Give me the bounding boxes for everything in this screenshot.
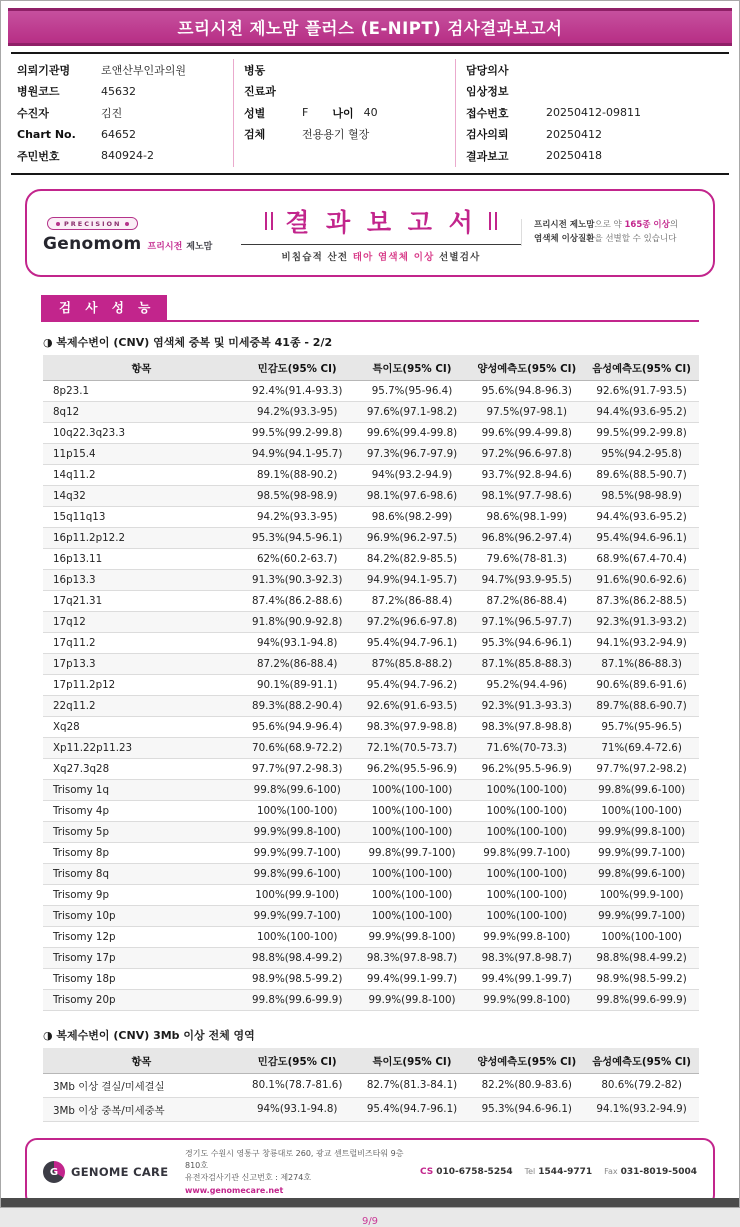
field-label: 성별 bbox=[244, 106, 266, 120]
value-cell: 95.4%(94.7-96.1) bbox=[355, 1097, 470, 1121]
field-value: 40 bbox=[363, 106, 378, 120]
genomecare-logo bbox=[43, 1161, 171, 1183]
item-cell: Trisomy 9p bbox=[43, 884, 240, 905]
result-report-title: 결 과 보 고 서 bbox=[285, 207, 477, 237]
info-row bbox=[466, 81, 729, 103]
value-cell: 92.3%(91.3-93.2) bbox=[584, 611, 699, 632]
field-value: 로앤산부인과의원 bbox=[101, 63, 187, 77]
table-row bbox=[43, 884, 699, 905]
field-label: 의뢰기관명 bbox=[17, 63, 71, 77]
value-cell: 100%(100-100) bbox=[355, 779, 470, 800]
value-cell: 99.9%(99.8-100) bbox=[584, 821, 699, 842]
mb-table-header-row bbox=[43, 1048, 699, 1074]
value-cell: 100%(100-100) bbox=[584, 800, 699, 821]
value-cell: 87.1%(86-88.3) bbox=[584, 653, 699, 674]
value-cell: 90.1%(89-91.1) bbox=[240, 674, 355, 695]
item-cell: 3Mb 이상 중복/미세중복 bbox=[43, 1097, 240, 1121]
table-row bbox=[43, 674, 699, 695]
column-header: 민감도(95% CI) bbox=[240, 1048, 355, 1074]
brand-kr-genomom: 제노맘 bbox=[186, 242, 213, 253]
value-cell: 99.9%(99.8-100) bbox=[469, 926, 584, 947]
table-row bbox=[43, 863, 699, 884]
value-cell: 99.9%(99.8-100) bbox=[355, 989, 470, 1010]
table-row bbox=[43, 716, 699, 737]
info-row bbox=[244, 102, 455, 124]
item-cell: Trisomy 8q bbox=[43, 863, 240, 884]
brand-name: Genomom bbox=[43, 234, 142, 255]
value-cell: 96.2%(95.5-96.9) bbox=[355, 758, 470, 779]
item-cell: 16p11.2p12.2 bbox=[43, 527, 240, 548]
item-cell: 17q11.2 bbox=[43, 632, 240, 653]
section-header bbox=[41, 295, 699, 322]
column-header: 항목 bbox=[43, 1048, 240, 1074]
table-row bbox=[43, 422, 699, 443]
value-cell: 82.2%(80.9-83.6) bbox=[469, 1073, 584, 1097]
value-cell: 68.9%(67.4-70.4) bbox=[584, 548, 699, 569]
value-cell: 79.6%(78-81.3) bbox=[469, 548, 584, 569]
info-row bbox=[244, 59, 455, 81]
item-cell: 8q12 bbox=[43, 401, 240, 422]
value-cell: 98.1%(97.6-98.6) bbox=[355, 485, 470, 506]
value-cell: 100%(100-100) bbox=[355, 863, 470, 884]
value-cell: 95.6%(94.9-96.4) bbox=[240, 716, 355, 737]
column-header: 음성예측도(95% CI) bbox=[584, 1048, 699, 1074]
item-cell: 17q21.31 bbox=[43, 590, 240, 611]
value-cell: 91.8%(90.9-92.8) bbox=[240, 611, 355, 632]
value-cell: 98.8%(98.4-99.2) bbox=[584, 947, 699, 968]
mb-table-body bbox=[43, 1073, 699, 1121]
footer-license: 유전자검사기관 신고번호 : 제274호 bbox=[185, 1173, 312, 1183]
item-cell: Trisomy 5p bbox=[43, 821, 240, 842]
value-cell: 98.8%(98.4-99.2) bbox=[240, 947, 355, 968]
item-cell: 17p13.3 bbox=[43, 653, 240, 674]
value-cell: 95.3%(94.6-96.1) bbox=[469, 1097, 584, 1121]
value-cell: 80.1%(78.7-81.6) bbox=[240, 1073, 355, 1097]
info-row bbox=[466, 124, 729, 146]
value-cell: 99.8%(99.7-100) bbox=[355, 842, 470, 863]
value-cell: 92.6%(91.7-93.5) bbox=[584, 380, 699, 401]
value-cell: 94.9%(94.1-95.7) bbox=[240, 443, 355, 464]
value-cell: 62%(60.2-63.7) bbox=[240, 548, 355, 569]
page-number: 9/9 bbox=[361, 1216, 379, 1227]
value-cell: 99.8%(99.7-100) bbox=[469, 842, 584, 863]
table-row bbox=[43, 989, 699, 1010]
footer-website-link[interactable]: www.genomecare.net bbox=[185, 1185, 284, 1195]
value-cell: 87.2%(86-88.4) bbox=[469, 590, 584, 611]
column-header: 특이도(95% CI) bbox=[355, 355, 470, 381]
column-header: 민감도(95% CI) bbox=[240, 355, 355, 381]
value-cell: 100%(100-100) bbox=[469, 905, 584, 926]
cnv-table-body bbox=[43, 380, 699, 1010]
footer-fax: Fax 031-8019-5004 bbox=[604, 1167, 697, 1178]
info-row bbox=[17, 124, 233, 146]
value-cell: 87.2%(86-88.4) bbox=[240, 653, 355, 674]
cnv-table bbox=[43, 355, 699, 1011]
item-cell: 17q12 bbox=[43, 611, 240, 632]
value-cell: 98.3%(97.8-98.7) bbox=[355, 947, 470, 968]
value-cell: 99.9%(99.7-100) bbox=[240, 842, 355, 863]
item-cell: 17p11.2p12 bbox=[43, 674, 240, 695]
value-cell: 95.4%(94.6-96.1) bbox=[584, 527, 699, 548]
value-cell: 87.3%(86.2-88.5) bbox=[584, 590, 699, 611]
value-cell: 96.2%(95.5-96.9) bbox=[469, 758, 584, 779]
value-cell: 94.4%(93.6-95.2) bbox=[584, 401, 699, 422]
table-row bbox=[43, 842, 699, 863]
table-row bbox=[43, 632, 699, 653]
value-cell: 91.3%(90.3-92.3) bbox=[240, 569, 355, 590]
table-row bbox=[43, 590, 699, 611]
info-row bbox=[17, 102, 233, 124]
value-cell: 97.2%(96.6-97.8) bbox=[469, 443, 584, 464]
table-row bbox=[43, 779, 699, 800]
value-cell: 97.6%(97.1-98.2) bbox=[355, 401, 470, 422]
table-row bbox=[43, 506, 699, 527]
table-row bbox=[43, 926, 699, 947]
column-header: 항목 bbox=[43, 355, 240, 381]
table-row bbox=[43, 485, 699, 506]
table-row bbox=[43, 653, 699, 674]
precision-badge-label: PRECISION bbox=[64, 219, 122, 228]
table-row bbox=[43, 443, 699, 464]
value-cell: 94.1%(93.2-94.9) bbox=[584, 632, 699, 653]
table-row bbox=[43, 548, 699, 569]
value-cell: 94%(93.1-94.8) bbox=[240, 1097, 355, 1121]
field-label: 주민번호 bbox=[17, 149, 60, 163]
report-title: 프리시전 제노맘 플러스 (E-NIPT) 검사결과보고서 bbox=[177, 19, 563, 38]
footer-cs: CS 010-6758-5254 bbox=[419, 1167, 513, 1178]
item-cell: Xp11.22p11.23 bbox=[43, 737, 240, 758]
column-header: 음성예측도(95% CI) bbox=[584, 355, 699, 381]
value-cell: 100%(100-100) bbox=[469, 800, 584, 821]
value-cell: 90.6%(89.6-91.6) bbox=[584, 674, 699, 695]
title-underline bbox=[241, 244, 521, 245]
item-cell: 22q11.2 bbox=[43, 695, 240, 716]
footer-address-block bbox=[185, 1148, 406, 1198]
value-cell: 98.6%(98.1-99) bbox=[469, 506, 584, 527]
column-header: 특이도(95% CI) bbox=[355, 1048, 470, 1074]
item-cell: Trisomy 8p bbox=[43, 842, 240, 863]
value-cell: 97.7%(97.2-98.2) bbox=[584, 758, 699, 779]
value-cell: 100%(100-100) bbox=[469, 779, 584, 800]
table-row bbox=[43, 905, 699, 926]
item-cell: 16p13.11 bbox=[43, 548, 240, 569]
value-cell: 99.8%(99.6-99.9) bbox=[584, 989, 699, 1010]
table-row bbox=[43, 527, 699, 548]
field-label: 나이 bbox=[332, 106, 354, 120]
value-cell: 84.2%(82.9-85.5) bbox=[355, 548, 470, 569]
cnv-table-caption: ◑ 복제수변이 (CNV) 염색체 중복 및 미세중복 41종 - 2/2 bbox=[43, 335, 333, 349]
patient-info-section bbox=[11, 52, 729, 175]
value-cell: 71.6%(70-73.3) bbox=[469, 737, 584, 758]
field-value: 전용용기 혈장 bbox=[302, 128, 370, 142]
value-cell: 97.3%(96.7-97.9) bbox=[355, 443, 470, 464]
table-row bbox=[43, 401, 699, 422]
item-cell: 16p13.3 bbox=[43, 569, 240, 590]
value-cell: 89.3%(88.2-90.4) bbox=[240, 695, 355, 716]
table-row bbox=[43, 737, 699, 758]
table-row bbox=[43, 464, 699, 485]
value-cell: 95.4%(94.7-96.2) bbox=[355, 674, 470, 695]
field-value: 20250418 bbox=[546, 149, 602, 163]
item-cell: Trisomy 12p bbox=[43, 926, 240, 947]
item-cell: 14q11.2 bbox=[43, 464, 240, 485]
item-cell: 11p15.4 bbox=[43, 443, 240, 464]
field-value: 김진 bbox=[101, 106, 123, 120]
table-row bbox=[43, 758, 699, 779]
field-label: 수진자 bbox=[17, 106, 49, 120]
value-cell: 96.9%(96.2-97.5) bbox=[355, 527, 470, 548]
value-cell: 92.6%(91.6-93.5) bbox=[355, 695, 470, 716]
table-row bbox=[43, 1097, 699, 1121]
field-value: 20250412 bbox=[546, 127, 602, 141]
value-cell: 100%(99.9-100) bbox=[584, 884, 699, 905]
value-cell: 100%(99.9-100) bbox=[240, 884, 355, 905]
table-row bbox=[43, 695, 699, 716]
value-cell: 98.9%(98.5-99.2) bbox=[240, 968, 355, 989]
cnv-table-header-row bbox=[43, 355, 699, 381]
info-row bbox=[17, 145, 233, 167]
value-cell: 100%(100-100) bbox=[240, 926, 355, 947]
value-cell: 94.7%(93.9-95.5) bbox=[469, 569, 584, 590]
value-cell: 98.5%(98-98.9) bbox=[584, 485, 699, 506]
value-cell: 95.7%(95-96.5) bbox=[584, 716, 699, 737]
genomecare-logo-icon: G bbox=[43, 1161, 65, 1183]
value-cell: 99.8%(99.6-100) bbox=[584, 863, 699, 884]
value-cell: 87%(85.8-88.2) bbox=[355, 653, 470, 674]
value-cell: 99.5%(99.2-99.8) bbox=[240, 422, 355, 443]
genomom-logo bbox=[43, 211, 241, 255]
banner-note: 프리시전 제노맘으로 약 165종 이상의 염색체 이상질환을 선별할 수 있습니다 bbox=[521, 219, 699, 245]
double-bar-icon bbox=[489, 212, 497, 230]
value-cell: 100%(100-100) bbox=[469, 863, 584, 884]
value-cell: 89.7%(88.6-90.7) bbox=[584, 695, 699, 716]
value-cell: 100%(100-100) bbox=[469, 884, 584, 905]
column-header: 양성예측도(95% CI) bbox=[469, 1048, 584, 1074]
field-label: 검체 bbox=[244, 128, 266, 142]
field-value: 45632 bbox=[101, 84, 136, 98]
value-cell: 95.2%(94.4-96) bbox=[469, 674, 584, 695]
value-cell: 99.4%(99.1-99.7) bbox=[355, 968, 470, 989]
item-cell: Trisomy 18p bbox=[43, 968, 240, 989]
field-label: Chart No. bbox=[17, 127, 76, 141]
info-row bbox=[466, 145, 729, 167]
value-cell: 94%(93.2-94.9) bbox=[355, 464, 470, 485]
value-cell: 80.6%(79.2-82) bbox=[584, 1073, 699, 1097]
value-cell: 97.7%(97.2-98.3) bbox=[240, 758, 355, 779]
value-cell: 87.2%(86-88.4) bbox=[355, 590, 470, 611]
info-column-left bbox=[17, 59, 233, 167]
value-cell: 99.6%(99.4-99.8) bbox=[469, 422, 584, 443]
result-title-block bbox=[241, 203, 521, 263]
item-cell: 8p23.1 bbox=[43, 380, 240, 401]
value-cell: 97.1%(96.5-97.7) bbox=[469, 611, 584, 632]
footer-tel: Tel 1544-9771 bbox=[524, 1167, 593, 1178]
value-cell: 95.6%(94.8-96.3) bbox=[469, 380, 584, 401]
table-row bbox=[43, 800, 699, 821]
value-cell: 89.1%(88-90.2) bbox=[240, 464, 355, 485]
item-cell: 14q32 bbox=[43, 485, 240, 506]
item-cell: Xq27.3q28 bbox=[43, 758, 240, 779]
mb-table bbox=[43, 1048, 699, 1122]
value-cell: 100%(100-100) bbox=[469, 821, 584, 842]
value-cell: 96.8%(96.2-97.4) bbox=[469, 527, 584, 548]
value-cell: 91.6%(90.6-92.6) bbox=[584, 569, 699, 590]
value-cell: 98.6%(98.2-99) bbox=[355, 506, 470, 527]
page-edge-bar bbox=[1, 1198, 739, 1207]
info-row bbox=[244, 81, 455, 103]
table-row bbox=[43, 821, 699, 842]
value-cell: 94.9%(94.1-95.7) bbox=[355, 569, 470, 590]
value-cell: 100%(100-100) bbox=[584, 926, 699, 947]
info-column-right bbox=[455, 59, 729, 167]
footer-address: 경기도 수원시 영통구 창룡대로 260, 광교 센트럴비즈타워 9층 810호 bbox=[185, 1148, 404, 1170]
value-cell: 99.9%(99.8-100) bbox=[469, 989, 584, 1010]
field-label: 병원코드 bbox=[17, 85, 60, 99]
value-cell: 99.4%(99.1-99.7) bbox=[469, 968, 584, 989]
field-value: 840924-2 bbox=[101, 149, 154, 163]
value-cell: 92.3%(91.3-93.3) bbox=[469, 695, 584, 716]
value-cell: 99.9%(99.8-100) bbox=[355, 926, 470, 947]
value-cell: 97.2%(96.6-97.8) bbox=[355, 611, 470, 632]
value-cell: 94%(93.1-94.8) bbox=[240, 632, 355, 653]
value-cell: 99.6%(99.4-99.8) bbox=[355, 422, 470, 443]
field-label: 결과보고 bbox=[466, 149, 509, 163]
value-cell: 89.6%(88.5-90.7) bbox=[584, 464, 699, 485]
value-cell: 99.8%(99.6-99.9) bbox=[240, 989, 355, 1010]
value-cell: 94.4%(93.6-95.2) bbox=[584, 506, 699, 527]
value-cell: 72.1%(70.5-73.7) bbox=[355, 737, 470, 758]
table-row bbox=[43, 968, 699, 989]
mb-table-caption: ◑ 복제수변이 (CNV) 3Mb 이상 전체 영역 bbox=[43, 1028, 255, 1042]
info-row bbox=[466, 59, 729, 81]
value-cell: 99.8%(99.6-100) bbox=[584, 779, 699, 800]
value-cell: 95.4%(94.7-96.1) bbox=[355, 632, 470, 653]
info-column-middle bbox=[233, 59, 455, 167]
value-cell: 97.5%(97-98.1) bbox=[469, 401, 584, 422]
field-label: 진료과 bbox=[244, 85, 276, 99]
value-cell: 87.1%(85.8-88.3) bbox=[469, 653, 584, 674]
value-cell: 100%(100-100) bbox=[355, 905, 470, 926]
table-row bbox=[43, 947, 699, 968]
field-value: 64652 bbox=[101, 127, 136, 141]
footer-contacts bbox=[420, 1167, 697, 1177]
table-row bbox=[43, 380, 699, 401]
value-cell: 98.5%(98-98.9) bbox=[240, 485, 355, 506]
value-cell: 98.3%(97.8-98.8) bbox=[469, 716, 584, 737]
result-report-banner bbox=[25, 189, 715, 277]
item-cell: 10q22.3q23.3 bbox=[43, 422, 240, 443]
info-row bbox=[17, 81, 233, 103]
value-cell: 95.3%(94.6-96.1) bbox=[469, 632, 584, 653]
report-title-bar bbox=[8, 8, 732, 46]
field-label: 임상정보 bbox=[466, 85, 509, 99]
brand-line bbox=[43, 234, 241, 254]
value-cell: 100%(100-100) bbox=[240, 800, 355, 821]
badge-dot-icon bbox=[125, 222, 129, 226]
value-cell: 98.3%(97.8-98.7) bbox=[469, 947, 584, 968]
field-label: 접수번호 bbox=[466, 106, 509, 120]
value-cell: 99.8%(99.6-100) bbox=[240, 863, 355, 884]
value-cell: 82.7%(81.3-84.1) bbox=[355, 1073, 470, 1097]
column-header: 양성예측도(95% CI) bbox=[469, 355, 584, 381]
table-row bbox=[43, 1073, 699, 1097]
value-cell: 95%(94.2-95.8) bbox=[584, 443, 699, 464]
value-cell: 94.2%(93.3-95) bbox=[240, 506, 355, 527]
field-label: 병동 bbox=[244, 63, 266, 77]
double-bar-icon bbox=[265, 212, 273, 230]
value-cell: 70.6%(68.9-72.2) bbox=[240, 737, 355, 758]
result-subtitle: 비침습적 산전 태아 염색체 이상 선별검사 bbox=[281, 251, 481, 263]
info-row bbox=[17, 59, 233, 81]
field-label: 검사의뢰 bbox=[466, 128, 509, 142]
value-cell: 99.9%(99.7-100) bbox=[240, 905, 355, 926]
genomecare-name: GENOME CARE bbox=[71, 1165, 169, 1180]
value-cell: 99.9%(99.8-100) bbox=[240, 821, 355, 842]
value-cell: 92.4%(91.4-93.3) bbox=[240, 380, 355, 401]
item-cell: 3Mb 이상 결실/미세결실 bbox=[43, 1073, 240, 1097]
item-cell: Trisomy 1q bbox=[43, 779, 240, 800]
value-cell: 99.5%(99.2-99.8) bbox=[584, 422, 699, 443]
value-cell: 94.1%(93.2-94.9) bbox=[584, 1097, 699, 1121]
info-row bbox=[244, 145, 455, 167]
value-cell: 99.9%(99.7-100) bbox=[584, 905, 699, 926]
footer bbox=[25, 1138, 715, 1208]
item-cell: Trisomy 4p bbox=[43, 800, 240, 821]
field-value: 20250412-09811 bbox=[546, 106, 641, 120]
badge-dot-icon bbox=[56, 222, 60, 226]
precision-badge bbox=[47, 217, 138, 230]
field-value: F bbox=[302, 106, 309, 120]
field-label: 담당의사 bbox=[466, 63, 509, 77]
value-cell: 98.9%(98.5-99.2) bbox=[584, 968, 699, 989]
item-cell: Xq28 bbox=[43, 716, 240, 737]
item-cell: 15q11q13 bbox=[43, 506, 240, 527]
item-cell: Trisomy 10p bbox=[43, 905, 240, 926]
value-cell: 95.7%(95-96.4) bbox=[355, 380, 470, 401]
value-cell: 95.3%(94.5-96.1) bbox=[240, 527, 355, 548]
value-cell: 94.2%(93.3-95) bbox=[240, 401, 355, 422]
info-row bbox=[466, 102, 729, 124]
value-cell: 99.8%(99.6-100) bbox=[240, 779, 355, 800]
value-cell: 100%(100-100) bbox=[355, 821, 470, 842]
table-row bbox=[43, 611, 699, 632]
item-cell: Trisomy 17p bbox=[43, 947, 240, 968]
value-cell: 98.1%(97.7-98.6) bbox=[469, 485, 584, 506]
value-cell: 93.7%(92.8-94.6) bbox=[469, 464, 584, 485]
value-cell: 98.3%(97.9-98.8) bbox=[355, 716, 470, 737]
item-cell: Trisomy 20p bbox=[43, 989, 240, 1010]
value-cell: 71%(69.4-72.6) bbox=[584, 737, 699, 758]
section-title: 검 사 성 능 bbox=[41, 295, 167, 320]
value-cell: 87.4%(86.2-88.6) bbox=[240, 590, 355, 611]
table-row bbox=[43, 569, 699, 590]
value-cell: 100%(100-100) bbox=[355, 884, 470, 905]
brand-kr-precision: 프리시전 bbox=[147, 242, 183, 253]
info-row bbox=[244, 124, 455, 146]
value-cell: 99.9%(99.7-100) bbox=[584, 842, 699, 863]
value-cell: 100%(100-100) bbox=[355, 800, 470, 821]
